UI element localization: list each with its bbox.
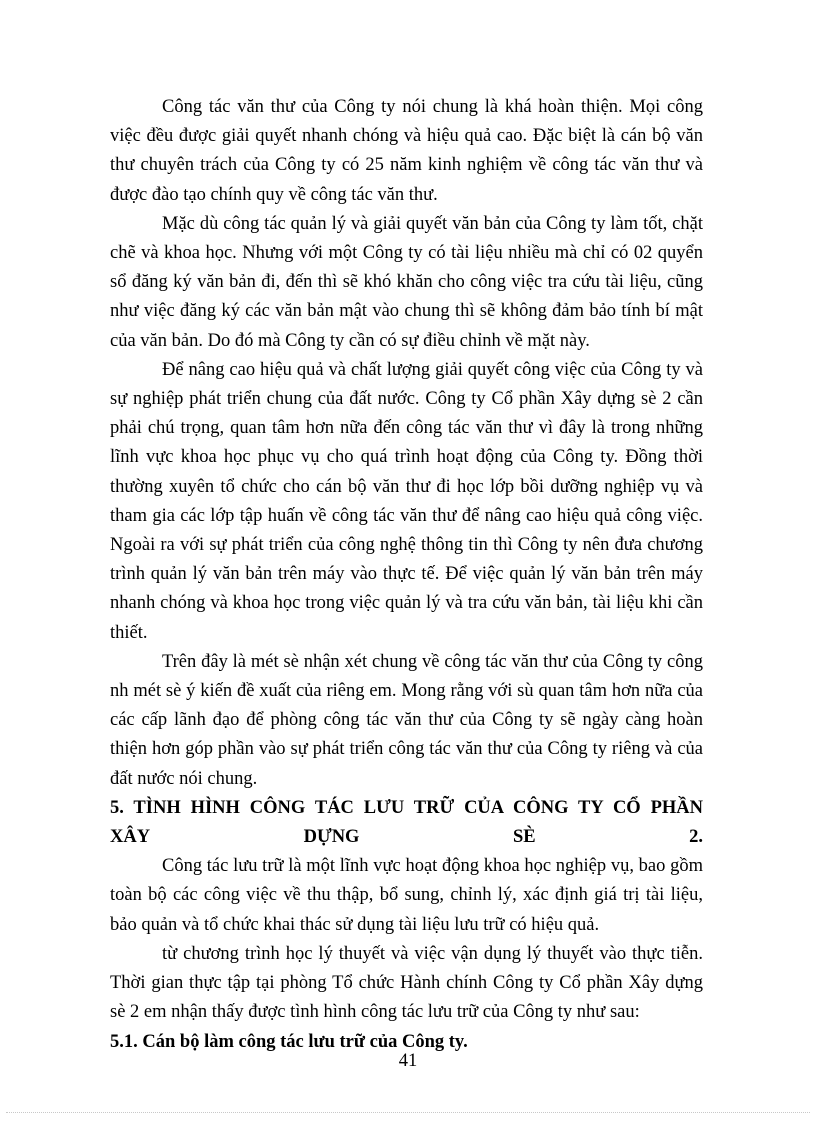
paragraph-2: Mặc dù công tác quản lý và giải quyết văn bản của Công ty làm tốt, chặt chẽ và khoa học. Nhưng với một Công ty có tài liệu nhiều mà chỉ có 02 quyển sổ đăng ký văn bản đi, đến thì sẽ khó khăn cho công việc tra cứu tài liệu, cũng như việc đăng ký các văn bản mật vào chung thì sẽ không đảm bảo tính bí mật của văn bản. Do đó mà Công ty cần có sự điều chỉnh về mặt này. bbox=[110, 213, 703, 351]
page-number: 41 bbox=[398, 1051, 418, 1071]
paragraph-5: Công tác lưu trữ là một lĩnh vực hoạt động khoa học nghiệp vụ, bao gồm toàn bộ các công việc về thu thập, bổ sung, chỉnh lý, xác định giá trị tài liệu, bảo quản và tổ chức khai thác sử dụng tài liệu lưu trữ có hiệu quả. bbox=[110, 856, 703, 935]
paragraph-1: Công tác văn thư của Công ty nói chung là khá hoàn thiện. Mọi công việc đều được giải quyết nhanh chóng và hiệu quả cao. Đặc biệt là cán bộ văn thư chuyên trách của Công ty có 25 năm kinh nghiệm về công tác văn thư và được đào tạo chính quy về công tác văn thư. bbox=[110, 97, 703, 205]
section-heading-word: 2. bbox=[689, 827, 703, 848]
section-heading bbox=[110, 794, 703, 852]
paragraph-4: Trên đây là mét sè nhận xét chung về công tác văn thư của Công ty công nh mét sè ý kiến đề xuất của riêng em. Mong rằng với sù quan tâm hơn nữa của các cấp lãnh đạo để phòng công tác văn thư của Công ty sẽ ngày càng hoàn thiện hơn góp phần vào sự phát triển công tác văn thư của Công ty riêng và của đất nước nói chung. bbox=[110, 651, 703, 789]
document-page bbox=[110, 93, 703, 1057]
section-heading-line-1: 5. TÌNH HÌNH CÔNG TÁC LƯU TRỮ CỦA CÔNG TY CỔ PHẦN bbox=[110, 797, 703, 818]
section-heading-word: DỰNG bbox=[303, 827, 360, 848]
section-heading-word: SÈ bbox=[512, 827, 536, 848]
paragraph-3: Để nâng cao hiệu quả và chất lượng giải quyết công việc của Công ty và sự nghiệp phát triển chung của đất nước. Công ty Cổ phần Xây dựng sè 2 cần phải chú trọng, quan tâm hơn nữa đến công tác văn thư vì đây là trong những lĩnh vực khoa học phục vụ cho quá trình hoạt động của Công ty. Đồng thời thường xuyên tổ chức cho cán bộ văn thư đi học lớp bồi dưỡng nghiệp vụ và tham gia các lớp tập huấn về công tác văn thư để nâng cao hiệu quả công việc. Ngoài ra với sự phát triển của công nghệ thông tin thì Công ty nên đưa chương trình quản lý văn bản trên máy vào thực tế. Để việc quản lý văn bản trên máy nhanh chóng và khoa học trong việc quản lý và tra cứu văn bản, tài liệu khi cần thiết. bbox=[110, 359, 703, 643]
subsection-heading: 5.1. Cán bộ làm công tác lưu trữ của Công ty. bbox=[110, 1031, 468, 1052]
page-bottom-divider bbox=[6, 1112, 810, 1113]
section-heading-word: XÂY bbox=[110, 827, 151, 848]
section-heading-line-2 bbox=[110, 823, 703, 852]
paragraph-6: từ chương trình học lý thuyết và việc vận dụng lý thuyết vào thực tiễn. Thời gian thực tập tại phòng Tổ chức Hành chính Công ty Cổ phần Xây dựng sè 2 em nhận thấy được tình hình công tác lưu trữ của Công ty như sau: bbox=[110, 943, 703, 1023]
